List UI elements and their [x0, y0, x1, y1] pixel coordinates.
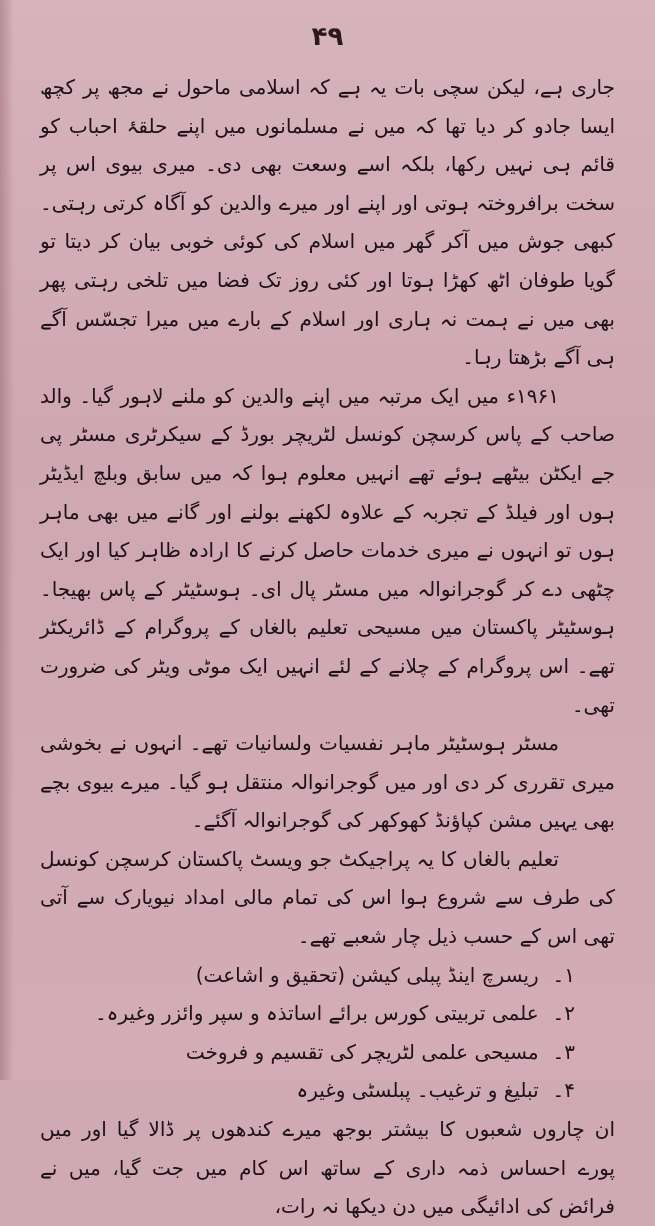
list-item: [40, 1033, 575, 1072]
departments-list: [40, 956, 615, 1110]
paragraph-2: ۱۹۶۱ء میں ایک مرتبہ میں اپنے والدین کو ملنے لاہور گیا۔ والد صاحب کے پاس کرسچن کونسل لٹریچر بورڈ کے سیکرٹری مسٹر پی جے ایکٹن بیٹھے ہوئے تھے انہیں معلوم ہوا کہ میں سابق وبلچ ایڈیٹر ہوں اور فیلڈ کے تجربہ کے علاوہ لکھنے بولنے اور گانے میں بھی ماہر ہوں تو انہوں نے میری خدمات حاصل کرنے کا ارادہ ظاہر کیا اور ایک چٹھی دے کر گوجرانوالہ میں مسٹر پال ای۔ ہوسٹیٹر کے پاس بھیجا۔ ہوسٹیٹر پاکستان میں مسیحی تعلیم بالغاں کے پروگرام کے ڈائریکٹر تھے۔ اس پروگرام کے چلانے کے لئے انہیں ایک موٹی ویٹر کی ضرورت تھی۔: [40, 383, 615, 717]
list-item-number: ۴۔: [552, 1078, 575, 1103]
list-item-text: علمی تربیتی کورس برائے اساتذہ و سپر وائزر وغیرہ۔: [94, 1001, 539, 1026]
paragraph-4: تعلیم بالغاں کا یہ پراجیکٹ جو ویسٹ پاکستان کرسچن کونسل کی طرف سے شروع ہوا اس کی تمام مالی امداد نیویارک سے آتی تھی اس کے حسب ذیل چار شعبے تھے۔: [40, 846, 615, 949]
list-item: [40, 956, 575, 995]
page-number: ۴۹: [311, 22, 344, 52]
page-body: [40, 68, 615, 1226]
list-item-number: ۱۔: [552, 962, 575, 987]
list-item: [40, 1071, 575, 1110]
list-item-number: ۲۔: [552, 1001, 575, 1026]
list-item-text: ریسرچ اینڈ پبلی کیشن (تحقیق و اشاعت): [195, 962, 539, 987]
page-edge-shadow: [0, 0, 14, 1080]
paragraph-1: جاری ہے، لیکن سچی بات یہ ہے کہ اسلامی ماحول نے مجھ پر کچھ ایسا جادو کر دیا تھا کہ میں نے مسلمانوں میں اپنے حلقۂ احباب کو قائم ہی نہیں رکھا، بلکہ اسے وسعت بھی دی۔ میری بیوی اس پر سخت برافروختہ ہوتی اور اپنے اور میرے والدین کو آگاہ کرتی رہتی۔ کبھی جوش میں آکر گھر میں اسلام کی کوئی خوبی بیان کر دیتا تو گویا طوفان اٹھ کھڑا ہوتا اور کئی روز تک فضا میں تلخی رہتی پھر بھی میں نے ہمت نہ ہاری اور اسلام کے بارے میں میرا تجسّس آگے ہی آگے بڑھتا رہا۔: [40, 75, 615, 370]
list-item-number: ۳۔: [552, 1039, 575, 1064]
list-item-text: مسیحی علمی لٹریچر کی تقسیم و فروخت: [185, 1039, 539, 1064]
list-item: [40, 994, 575, 1033]
paragraph-3: مسٹر ہوسٹیٹر ماہر نفسیات ولسانیات تھے۔ انہوں نے بخوشی میری تقرری کر دی اور میں گوجرانوالہ منتقل ہو گیا۔ میرے بیوی بچے بھی یہیں مشن کپاؤنڈ کھوکھر کی گوجرانوالہ آگئے۔: [40, 731, 615, 833]
closing-paragraph: ان چاروں شعبوں کا بیشتر بوجھ میرے کندھوں پر ڈالا گیا اور میں پورے احساس ذمہ داری کے ساتھ اس کام میں جت گیا، میں نے فرائض کی ادائیگی میں دن دیکھا نہ رات،: [40, 1117, 615, 1219]
list-item-text: تبلیغ و ترغیب۔ پبلسٹی وغیرہ: [296, 1078, 539, 1103]
